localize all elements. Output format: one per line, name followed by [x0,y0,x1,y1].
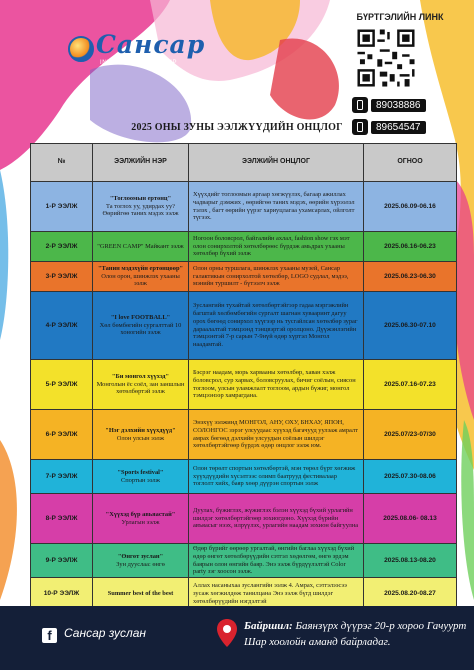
shift-title: "Өнгөт зуслан" [117,552,164,560]
shift-subtitle: Спортын ээлж [120,476,161,484]
shift-number: 6-Р ЭЭЛЖ [31,410,93,460]
shift-number: 1-Р ЭЭЛЖ [31,182,93,232]
shift-subtitle: Урлагын ээлж [121,518,160,526]
shift-name [93,544,189,578]
shift-number: 10-Р ЭЭЛЖ [31,578,93,611]
page-title: 2025 ОНЫ ЗУНЫ ЭЭЛЖҮҮДИЙН ОНЦЛОГ [131,122,343,133]
table-row [31,182,457,232]
table-row [31,232,457,262]
shift-date: 2025.07/23-07/30 [364,410,457,460]
table-row [31,410,457,460]
brand-logo [66,30,206,72]
table-header-row [31,144,457,182]
bg-blob-left2 [0,170,8,340]
shift-name [93,292,189,360]
shift-date: 2025.08.13-08.20 [364,544,457,578]
shift-date: 2025.06.09-06.16 [364,182,457,232]
shift-title: "Тоглоомын ертөнц" [109,194,172,202]
bg-blob-bottomleft [0,440,17,600]
shift-description: Бэсрэг наадам, морь харвааны хөтөлбөр, хаван хэлж боловсрол, сур харвах, боловсруулах, бичиг соёлын, сиясон тоглоом, улсын уламжлалт тоглоом, ардын бүжиг, монгол тэмцээнээр хамрагдана. [189,360,364,410]
table-row [31,360,457,410]
shift-title: "Би монгол хүүхэд" [111,372,170,380]
shift-name [93,494,189,544]
phone-number-text: 89038886 [371,99,426,112]
shift-subtitle: Олон орон, шинжлэх ухааны ээлж [101,272,180,288]
shift-date: 2025.07.30-08.06 [364,460,457,494]
shift-number: 2-Р ЭЭЛЖ [31,232,93,262]
facebook-page-name[interactable]: Сансар зуслан [64,626,146,640]
shift-name [93,182,189,232]
shift-date: 2025.06.30-07.10 [364,292,457,360]
address-label: Байршил: [244,620,293,632]
shift-number: 9-Р ЭЭЛЖ [31,544,93,578]
shift-name [93,360,189,410]
shift-number: 5-Р ЭЭЛЖ [31,360,93,410]
shift-title: "Нэг дэлхийн хүүхдүүд" [105,426,176,434]
shift-description: Зуслангийн тухайтай хөтөлбөртэйгээр гадаа мэргэжлийн багштай хөлбөмбөгийн сургалт шагнан хувааринт дагуу орох бөгөөд сонирхол хүүгээр нь тусгайлсан хөтөлбөр зураг дараалалтай тэмцээнд тэнцвэртэй оролцоно. Дүүжэнлэгийн тэмцээнтэй 7-р сарын 7-9нүй өдөр хүртэл Монгол наадамтай. [189,292,364,360]
table-row [31,544,457,578]
shift-subtitle: "GREEN CAMP" Майкант ээлж [97,242,184,250]
shift-title: Summer best of the best [107,590,174,598]
shift-description: Дуулах, бүжиглэх, жүжиглэх бэлэн хүүхэд бүхий урлагийн шилдэг хөтөлбөртэйгөөр зохиогдоно. Хүүхэд бүрийн авъяасыг нээх, илрүүлэх, урлагийн наадам зохион байгуулна [189,494,364,544]
bg-blob-red [270,38,339,119]
facebook-icon[interactable]: f [42,628,57,643]
table-row [31,460,457,494]
brand-subtitle: INTERNATIONAL CAMP [100,60,178,66]
shift-number: 7-Р ЭЭЛЖ [31,460,93,494]
shift-title: "Sports festival" [117,468,164,476]
column-header: ЭЭЛЖИЙН ОНЦЛОГ [189,144,364,182]
shift-number: 3-Р ЭЭЛЖ [31,262,93,292]
shift-date: 2025.08.20-08.27 [364,578,457,611]
phone-icon [352,97,368,113]
footer [0,606,474,670]
shift-subtitle: Та тоглох уу, удирдах уу? Өөрийгөө таних мэдэх ээлж [102,202,179,218]
shift-description: Өдөр бүрийг өөрөөр ургалтай, өнгийн баглаа хүүхэд бүхий өдөр өнгөт хөтөлбөрүүдийн сэтгэл хөдөлгөм, өнгө эрдэм баярын олон өнгийн баяр. Энэ ээлж бүрдүүлэлтэй Color party зэг хоосон ээлж. [189,544,364,578]
table-row [31,292,457,360]
shift-subtitle: Олон улсын ээлж [116,434,165,442]
shift-name [93,262,189,292]
shift-number: 8-Р ЭЭЛЖ [31,494,93,544]
shift-date: 2025.06.16-06.23 [364,232,457,262]
address-text: Баянзүрх дүүрэг 20-р хороо Гачуурт Шар хоолойн аманд байрладаг. [244,620,467,648]
column-header: ОГНОО [364,144,457,182]
column-header: ЭЭЛЖИЙН НЭР [93,144,189,182]
address [244,618,470,650]
globe-icon [68,36,94,62]
qr-code-icon[interactable] [355,27,417,89]
shift-description: Олон орны туршлага, шинжлэх ухааны музей, Сансар галактикын сонирхолтой хөтөлбөр, LOGO судлал, мэдээ, мэнийн туршилт - бүтээлч ээлж [189,262,364,292]
shift-description: Хүүхдийг тоглоомын аргаар хөгжүүлэх, багаар ажиллах чадварыг дэмжих , өөрийгөө таних мэдэх, өөрийн хүрээлэл тэлэх , багт өөрийн үүрэг хариуцлагаа ухамсарлах, ойлголт түгээх. [189,182,364,232]
phone-number-1[interactable] [352,97,450,113]
table-row [31,494,457,544]
shift-description: Олон төрөлт спортын хөтөлбөртэй, мэн төрөл бүрт хөгжиж хүүхдүүдийн хүсэлтээс олимп баатрууд фестивалаар тоглолт хийх, баяр хөөр дүүрэн спортын ээлж [189,460,364,494]
table-row [31,262,457,292]
shift-title: "I love FOOTBALL" [110,313,171,321]
shift-subtitle: Хөл бөмбөгийн сургалттай 10 хоногийн ээлж [99,321,182,337]
shift-date: 2025.08.06- 08.13 [364,494,457,544]
shift-name [93,410,189,460]
column-header: № [31,144,93,182]
shift-title: "Хүүхэд бүр авьяастай" [105,510,176,518]
shift-subtitle: Зун дууслаа: өнгө [116,560,165,568]
shift-date: 2025.06.23-06.30 [364,262,457,292]
shift-description: Аллах насаныхаа зуслангийн ээлж 4. Амрах, сэтгэлээсээ зусаж хөгжилдөж танилцана Энэ ээлж бүгд шилдэг хөтөлбөрүүдийн нэгдэлтэй [189,578,364,611]
shift-description: Ногоон боловсрол, байгалийн ахлал, fashion show гэх мэт олон сонирхолтой хөтөлбөрөөс бүрдэж амьдрах ухааны хөтөлбөр бүхий ээлж [189,232,364,262]
phone-number-text: 89654547 [371,121,426,134]
shift-subtitle: Монголын ёс соёл, зан заншлын хөтөлбөртэй ээлж [96,380,185,396]
brand-name: Сансар [96,30,206,59]
shift-number: 4-Р ЭЭЛЖ [31,292,93,360]
registration-link-title: БҮРТГЭЛИЙН ЛИНК [356,12,444,22]
location-pin-icon [216,618,238,648]
shift-description: Энэхүү ээлжинд МОНГОЛ, АНУ, ОХУ, БНХАУ, ЯПОН, СОЛОНГОС зэрэг улсуудаас хүүхэд багачууд уулзаж амралт амрах бөгөөд дэлхийн улсуудын соёлын шилдэг хөтөлбөртэйгөөр бүрдэх өдөр онцлог ээлж юм. [189,410,364,460]
shift-title: "Танин мэдэхүйн ертөнцөөр" [97,264,184,272]
shift-name [93,232,189,262]
shift-date: 2025.07.16-07.23 [364,360,457,410]
shift-name [93,460,189,494]
schedule-table [30,143,457,611]
